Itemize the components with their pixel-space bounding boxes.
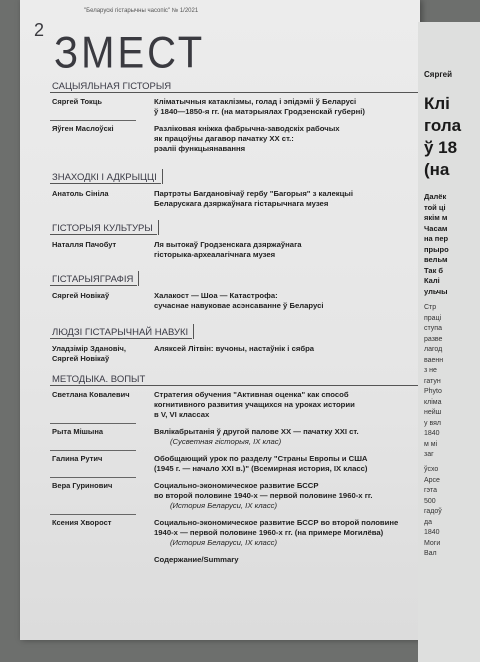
section-rule bbox=[50, 338, 192, 339]
entry-title bbox=[152, 97, 420, 117]
right-body-line: гатун bbox=[424, 377, 441, 385]
entry-title bbox=[152, 481, 420, 511]
right-body-line: ступа bbox=[424, 325, 442, 332]
right-body-line: заг bbox=[424, 451, 434, 458]
entry-title-line: Обобщающий урок по разделу "Страны Европы и США bbox=[154, 454, 368, 463]
entry-title-line: когнитивного развития учащихся на уроках истории bbox=[154, 400, 355, 409]
right-title-line: ў 18 bbox=[424, 138, 458, 157]
toc-entry[interactable] bbox=[50, 287, 420, 314]
right-lead-line: Далёк bbox=[424, 192, 447, 201]
section-heading bbox=[50, 80, 420, 93]
entry-author: Рыта Мішына bbox=[52, 427, 104, 436]
toc-entry[interactable] bbox=[50, 340, 420, 367]
section-rule-vertical bbox=[158, 220, 159, 235]
toc-entry[interactable] bbox=[50, 120, 420, 157]
entry-title-line: Партрэты Багдановічаў гербу "Багорыя" з калекцыі bbox=[154, 189, 353, 198]
right-author: Сяргей bbox=[424, 70, 453, 79]
section-rule bbox=[50, 285, 137, 286]
toc-section bbox=[50, 373, 420, 551]
toc-section bbox=[50, 218, 420, 263]
toc-section bbox=[50, 269, 420, 314]
right-lead-line: ульчы bbox=[424, 286, 448, 296]
right-lead-line: на пер bbox=[424, 234, 449, 243]
entry-title-line: Стратегия обучения "Активная оценка" как способ bbox=[154, 390, 349, 399]
entry-title-line: гісторыка-археалагічнага музея bbox=[154, 250, 276, 259]
right-body-line: 1840 bbox=[424, 430, 440, 437]
right-body-line: праці bbox=[424, 314, 442, 322]
entry-title-line: 1940-х — первой половине 1960-х гг. (на примере Могилёва) bbox=[154, 528, 384, 537]
section-rule-vertical bbox=[162, 169, 163, 184]
right-body-line: м мі bbox=[424, 440, 438, 448]
right-title-line: (на bbox=[424, 160, 450, 179]
entry-divider bbox=[50, 477, 136, 478]
right-body-line: кліма bbox=[424, 398, 442, 406]
entry-title-line: Разліковая кніжка фабрычна-заводскіх рабочых bbox=[154, 124, 340, 133]
entry-author: Сяргей Новікаў bbox=[52, 291, 110, 300]
entry-title-line: Социально-экономическое развитие БССР bbox=[154, 481, 319, 490]
section-heading-text: ЗНАХОДКІ І АДКРЫЦЦІ bbox=[52, 172, 157, 183]
right-title-line: Клі bbox=[424, 94, 450, 113]
right-title-line: гола bbox=[424, 116, 462, 135]
section-heading-text: ГІСТАРЫЯГРАФІЯ bbox=[52, 274, 134, 285]
entry-divider bbox=[50, 423, 136, 424]
entry-divider bbox=[50, 514, 136, 515]
right-body-line: у вял bbox=[424, 419, 441, 427]
section-rule bbox=[50, 234, 157, 235]
entry-title-line: Вялікабрытанія ў другой палове ХХ — пачатку ХХІ ст. bbox=[154, 427, 359, 436]
entry-divider bbox=[50, 120, 136, 121]
right-lead-line: Так б bbox=[424, 265, 444, 275]
right-lead-line: Калі bbox=[424, 276, 440, 285]
right-lead-line: прыро bbox=[424, 244, 449, 254]
entry-author: Светлана Ковалевич bbox=[52, 390, 130, 399]
toc-entry[interactable] bbox=[50, 386, 420, 423]
section-heading bbox=[50, 171, 163, 184]
section-heading-text: МЕТОДЫКА. ВОПЫТ bbox=[52, 374, 146, 385]
entry-title bbox=[152, 240, 420, 260]
section-rule-vertical bbox=[138, 271, 139, 286]
entry-title bbox=[152, 344, 420, 364]
entry-subtitle: (История Беларуси, IX класс) bbox=[170, 501, 278, 510]
entry-title-line: в V, VI классах bbox=[154, 410, 210, 419]
left-page bbox=[20, 0, 420, 640]
section-heading bbox=[50, 273, 139, 286]
entry-title-line: як працоўны дагавор пачатку ХХ ст.: bbox=[154, 134, 294, 143]
section-heading bbox=[50, 222, 159, 235]
entry-title bbox=[152, 291, 420, 311]
right-lead-line: Часам bbox=[424, 223, 448, 233]
right-lead-line: той ці bbox=[424, 202, 446, 212]
entry-title-line: Халакост — Шоа — Катастрофа: bbox=[154, 291, 278, 300]
entry-title-line: во второй половине 1940-х — первой половине 1960-х гг. bbox=[154, 491, 373, 500]
entry-author: Сяргей Токць bbox=[52, 97, 103, 106]
entry-title-line: сучаснае навуковае асэнсаванне ў Беларусі bbox=[154, 301, 324, 310]
toc-entry[interactable] bbox=[50, 185, 420, 212]
entry-title bbox=[152, 124, 420, 154]
entry-title bbox=[152, 518, 420, 548]
right-body-line: гадоў bbox=[424, 508, 442, 515]
section-heading-text: ЛЮДЗІ ГІСТАРЫЧНАЙ НАВУКІ bbox=[52, 327, 189, 338]
right-lead-line: вельм bbox=[424, 255, 448, 264]
section-rule-vertical bbox=[193, 324, 194, 339]
right-body-line: Стр bbox=[424, 304, 437, 311]
entry-title bbox=[152, 189, 420, 209]
right-body-line: Моги bbox=[424, 539, 441, 547]
right-body-line: гэта bbox=[424, 487, 437, 494]
toc-entry[interactable] bbox=[50, 236, 420, 263]
entry-author: Яўген Маслоўскі bbox=[52, 124, 114, 133]
right-body-line: Phyto bbox=[424, 388, 442, 395]
entry-subtitle: (История Беларуси, IX класс) bbox=[170, 538, 278, 547]
entry-title bbox=[152, 427, 420, 447]
entry-title-line: ў 1840—1850-я гг. (на матэрыялах Гродзенскай губерні) bbox=[154, 107, 365, 116]
toc-entry[interactable] bbox=[50, 477, 420, 514]
entry-author: Уладзімір Здановіч, Сяргей Новікаў bbox=[52, 344, 126, 363]
entry-author: Галина Рутич bbox=[52, 454, 103, 463]
page-number: 2 bbox=[34, 20, 45, 40]
right-body-line: нейш bbox=[424, 409, 442, 416]
toc-entry[interactable] bbox=[50, 514, 420, 551]
entry-divider bbox=[50, 450, 136, 451]
right-lead-line: якім м bbox=[424, 213, 448, 222]
right-body-line: разве bbox=[424, 335, 443, 343]
entry-title-line: рэаліі функцыянавання bbox=[154, 144, 246, 153]
section-heading-text: ГІСТОРЫЯ КУЛЬТУРЫ bbox=[52, 223, 153, 234]
section-rule bbox=[50, 183, 161, 184]
entry-title-line: Беларускага дзяржаўнага гістарычнага музея bbox=[154, 199, 329, 208]
entry-title-line: Социально-экономическое развитие БССР во второй половине bbox=[154, 518, 399, 527]
table-of-contents bbox=[50, 80, 420, 568]
summary-title: Содержание/Summary bbox=[154, 555, 239, 564]
right-page bbox=[418, 22, 480, 662]
right-body-line: з не bbox=[424, 367, 437, 374]
entry-title bbox=[152, 454, 420, 474]
entry-author-empty bbox=[50, 555, 152, 565]
right-body-line: 1840 bbox=[424, 529, 440, 536]
entry-author: Наталля Пачобут bbox=[52, 240, 117, 249]
right-body-line: ваенн bbox=[424, 356, 444, 364]
entry-subtitle: (Сусветная гісторыя, IX клас) bbox=[170, 437, 282, 446]
entry-author: Вера Гуринович bbox=[52, 481, 113, 490]
toc-section bbox=[50, 322, 420, 367]
entry-title-line: Ля вытокаў Гродзенскага дзяржаўнага bbox=[154, 240, 302, 249]
right-body-line: да bbox=[424, 518, 432, 526]
right-body-line: Вал bbox=[424, 550, 437, 557]
right-body-line: лагод bbox=[424, 346, 443, 353]
right-body-line: 500 bbox=[424, 497, 436, 505]
toc-entry[interactable] bbox=[50, 450, 420, 477]
toc-entry-summary[interactable] bbox=[50, 551, 420, 568]
entry-author: Анатоль Сініла bbox=[52, 189, 109, 198]
entry-title-line: Кліматычныя катаклізмы, голад і эпідэміі ў Беларусі bbox=[154, 97, 357, 106]
journal-header: "Беларускі гістарычны часопіс" № 1/2021 bbox=[84, 8, 199, 14]
toc-section bbox=[50, 167, 420, 212]
entry-title bbox=[152, 390, 420, 420]
entry-author: Ксения Хворост bbox=[52, 518, 112, 527]
toc-section bbox=[50, 80, 420, 157]
page-title: ЗМЕСТ bbox=[54, 28, 206, 78]
entry-title-line: (1945 г. — начало XXI в.)" (Всемирная история, IX класс) bbox=[154, 464, 368, 473]
toc-entry[interactable] bbox=[50, 93, 420, 120]
section-heading bbox=[50, 373, 420, 386]
section-heading bbox=[50, 326, 194, 339]
right-body-line: ўсхо bbox=[424, 466, 439, 473]
section-heading-text: САЦЫЯЛЬНАЯ ГІСТОРЫЯ bbox=[52, 81, 172, 92]
right-body-line: Арсе bbox=[424, 476, 440, 484]
entry-title-line: Аляксей Літвін: вучоны, настаўнік і сябра bbox=[154, 344, 315, 353]
toc-entry[interactable] bbox=[50, 423, 420, 450]
